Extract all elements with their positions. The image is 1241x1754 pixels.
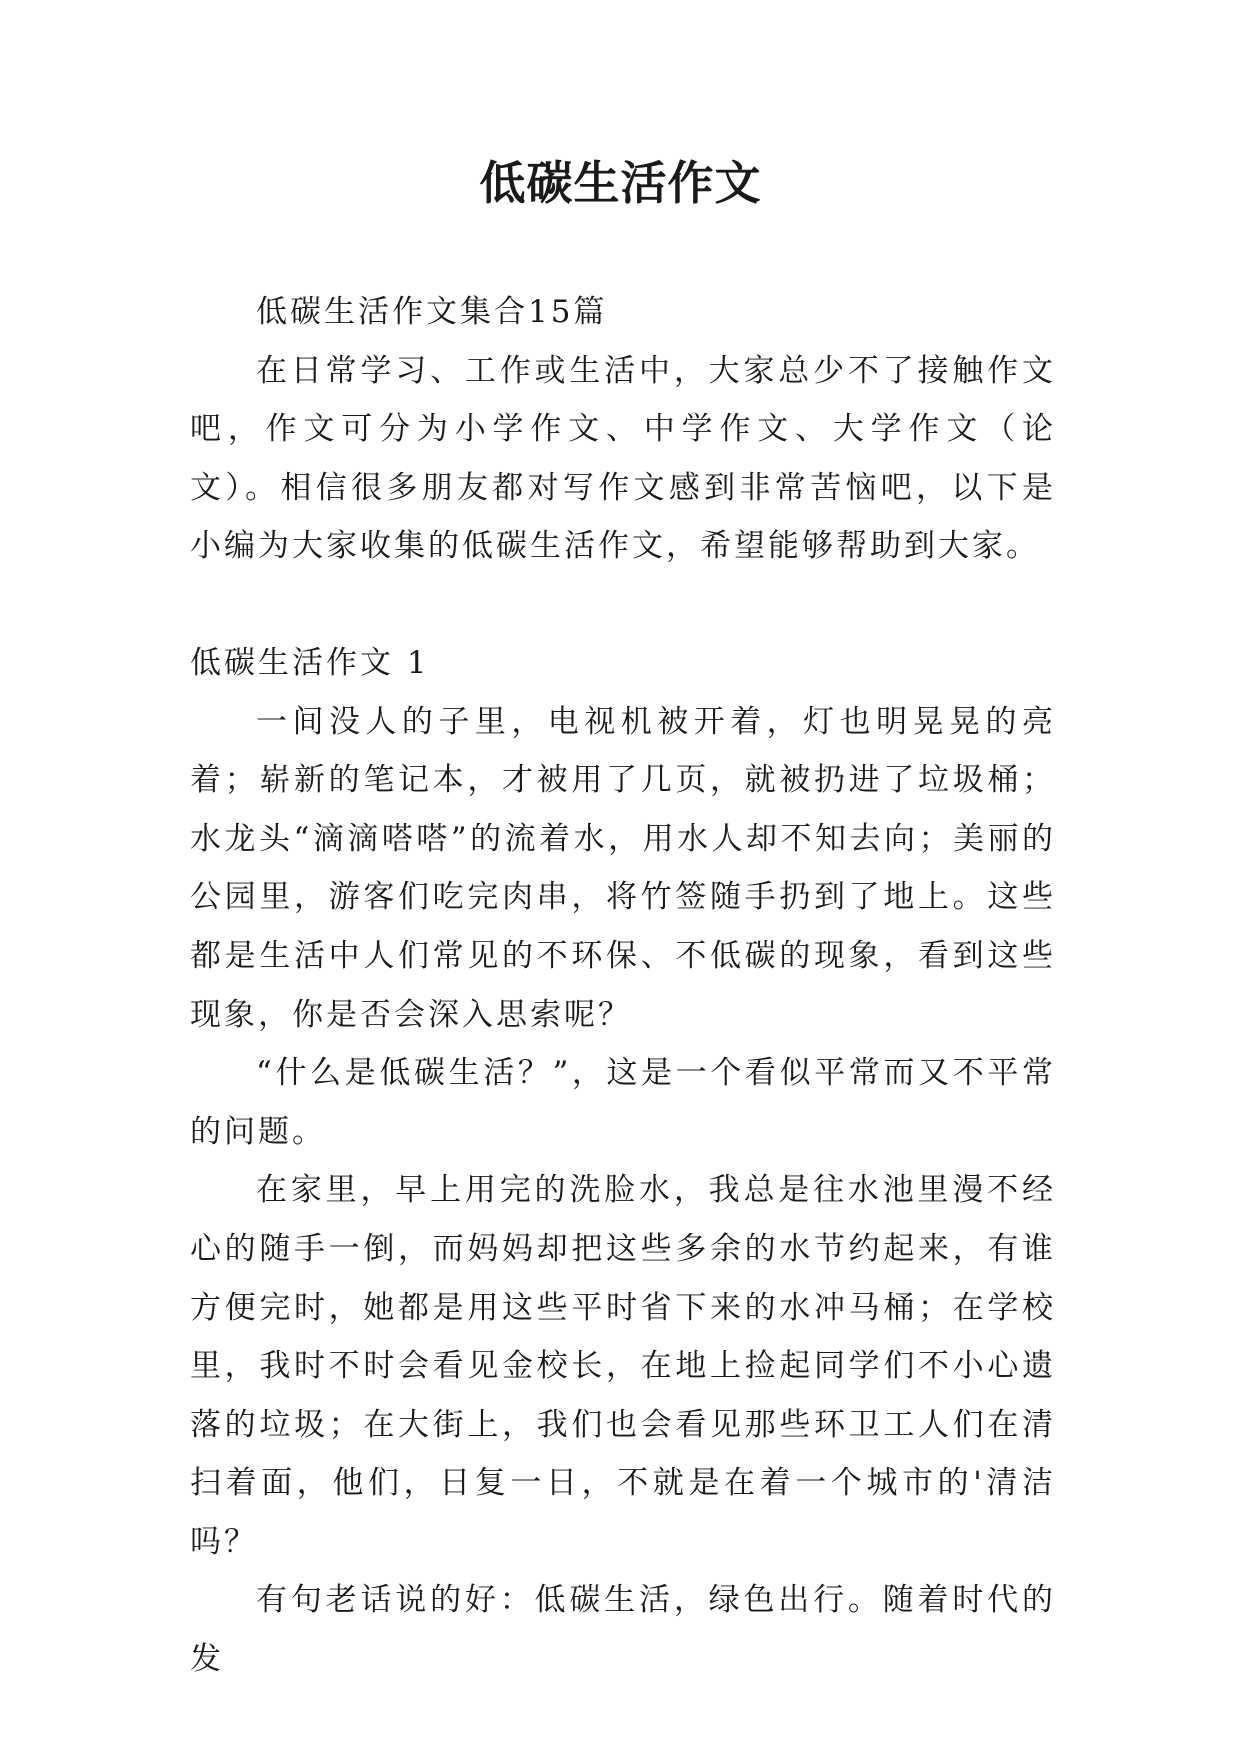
- body-paragraph-3: 在家里，早上用完的洗脸水，我总是往水池里漫不经心的随手一倒，而妈妈却把这些多余的水节约起来，有谁方便完时，她都是用这些平时省下来的水冲马桶；在学校里，我时不时会看见金校长，在地上捡起同学们不小心遗落的垃圾；在大街上，我们也会看见那些环卫工人们在清扫着面，他们，日复一日，不就是在着一个城市的'清洁吗？: [190, 1172, 1056, 1560]
- collection-subtitle: 低碳生活作文集合15篇: [256, 294, 608, 330]
- document-body: [190, 283, 1056, 1689]
- body-paragraph-4: 有句老话说的好：低碳生活，绿色出行。随着时代的发: [190, 1582, 1056, 1678]
- body-paragraph-2: “什么是低碳生活？”，这是一个看似平常而又不平常的问题。: [190, 1055, 1056, 1150]
- section-heading: 低碳生活作文 1: [190, 644, 430, 681]
- body-paragraph-1: 一间没人的子里，电视机被开着，灯也明晃晃的亮着；崭新的笔记本，才被用了几页，就被扔进了垃圾桶；水龙头“滴滴嗒嗒”的流着水，用水人却不知去向；美丽的公园里，游客们吃完肉串，将竹签随手扔到了地上。这些都是生活中人们常见的不环保、不低碳的现象，看到这些现象，你是否会深入思索呢？: [190, 703, 1056, 1033]
- intro-paragraph: 在日常学习、工作或生活中，大家总少不了接触作文吧，作文可分为小学作文、中学作文、大学作文（论文）。相信很多朋友都对写作文感到非常苦恼吧，以下是小编为大家收集的低碳生活作文，希望能够帮助到大家。: [190, 352, 1056, 565]
- section-spacer: [190, 576, 1056, 634]
- document-title: 低碳生活作文: [479, 156, 762, 210]
